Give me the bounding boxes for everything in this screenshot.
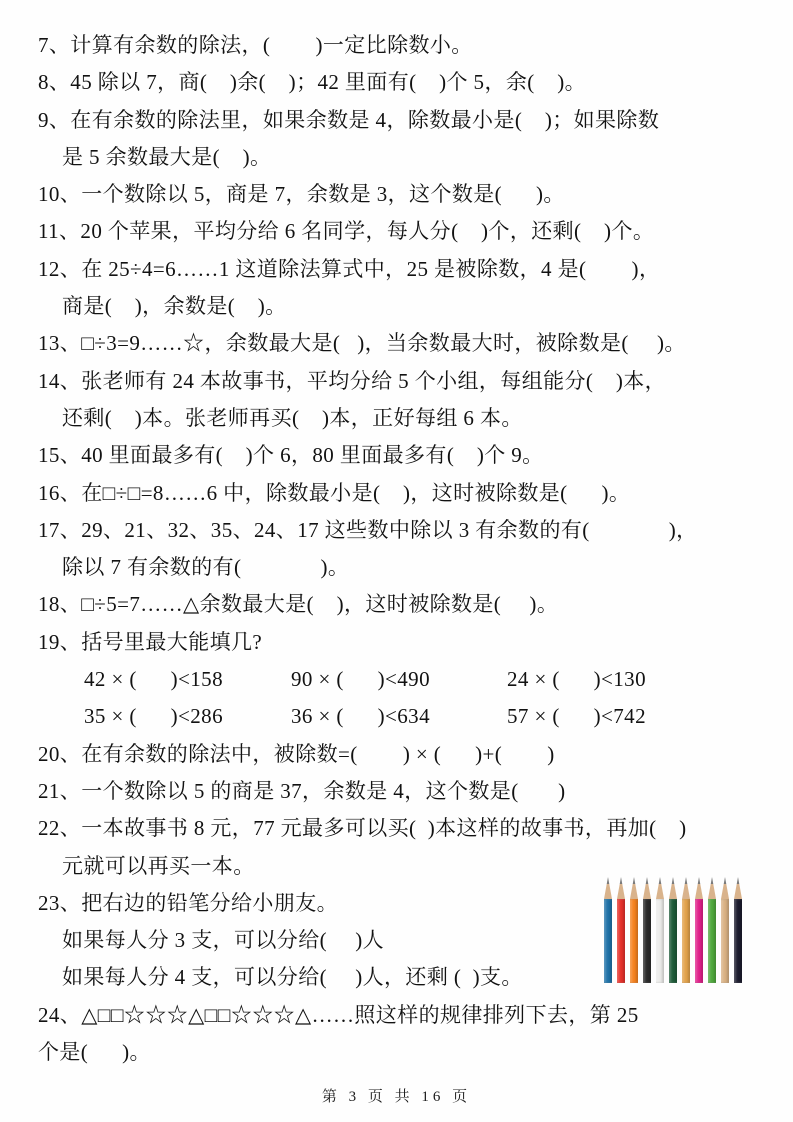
pencil	[721, 877, 729, 983]
worksheet-line: 商是( )，余数是( )。	[62, 294, 287, 319]
worksheet-line: 11、20 个苹果，平均分给 6 名同学，每人分( )个，还剩( )个。	[38, 219, 655, 244]
pencil	[669, 877, 677, 983]
pencil-body	[604, 899, 612, 983]
worksheet-line: 元就可以再买一本。	[62, 853, 255, 878]
worksheet-line: 16、在□÷□=8……6 中，除数最小是( )，这时被除数是( )。	[38, 480, 631, 505]
pencil-body	[734, 899, 742, 983]
multiplication-expression: 36 × ( )<634	[291, 704, 430, 729]
pencil	[734, 877, 742, 983]
pencil	[643, 877, 651, 983]
worksheet-line: 7、计算有余数的除法，( )一定比除数小。	[38, 33, 473, 57]
worksheet-line: 22、一本故事书 8 元，77 元最多可以买( )本这样的故事书，再加( )	[38, 816, 687, 841]
worksheet-line: 8、45 除以 7，商( )余( )；42 里面有( )个 5，余( )。	[38, 70, 587, 95]
pencil-tip	[695, 877, 703, 899]
multiplication-expression: 90 × ( )<490	[291, 667, 430, 692]
pencil	[630, 877, 638, 983]
multiplication-expression: 57 × ( )<742	[507, 704, 646, 729]
worksheet-line: 如果每人分 3 支，可以分给( )人	[62, 928, 385, 953]
pencil-tip	[630, 877, 638, 899]
pencil-body	[695, 899, 703, 983]
worksheet-line: 17、29、21、32、35、24、17 这些数中除以 3 有余数的有( )，	[38, 517, 698, 542]
pencil-body	[669, 899, 677, 983]
fill-max-grid-row	[38, 698, 773, 735]
pencil-tip	[708, 877, 716, 899]
pencil-body	[617, 899, 625, 983]
pencils-image	[604, 877, 742, 983]
pencil-body	[643, 899, 651, 983]
pencil-tip	[721, 877, 729, 899]
pencil-tip	[604, 877, 612, 899]
worksheet-line: 19、括号里最大能填几?	[38, 629, 263, 654]
worksheet-line: 18、□÷5=7……△余数最大是( )，这时被除数是( )。	[38, 592, 559, 617]
worksheet-line: 12、在 25÷4=6……1 这道除法算式中，25 是被除数，4 是( )，	[38, 256, 661, 281]
multiplication-expression: 24 × ( )<130	[507, 667, 646, 692]
page-footer: 第 3 页 共 16 页	[321, 1089, 472, 1105]
worksheet-line: 还剩( )本。张老师再买( )本，正好每组 6 本。	[62, 405, 523, 430]
worksheet-line: 23、把右边的铅笔分给小朋友。	[38, 890, 338, 915]
worksheet-line: 个是( )。	[38, 1040, 151, 1065]
pencil-body	[682, 899, 690, 983]
pencil-tip	[734, 877, 742, 899]
pencil	[604, 877, 612, 983]
pencil	[656, 877, 664, 983]
worksheet-line: 20、在有余数的除法中，被除数=( ) × ( )+( )	[38, 741, 555, 766]
pencil-tip	[617, 877, 625, 899]
pencil-body	[630, 899, 638, 983]
pencil	[617, 877, 625, 983]
pencil	[695, 877, 703, 983]
pencil-tip	[682, 877, 690, 899]
pencil-body	[656, 899, 664, 983]
pencil-tip	[656, 877, 664, 899]
worksheet-line: 15、40 里面最多有( )个 6，80 里面最多有( )个 9。	[38, 443, 544, 468]
fill-max-grid-row	[38, 661, 773, 698]
worksheet-line: 如果每人分 4 支，可以分给( )人，还剩 ( )支。	[62, 965, 523, 990]
multiplication-expression: 42 × ( )<158	[84, 667, 223, 692]
worksheet-line: 13、□÷3=9……☆，余数最大是( )，当余数最大时，被除数是( )。	[38, 331, 686, 356]
pencil	[682, 877, 690, 983]
worksheet-line: 是 5 余数最大是( )。	[62, 144, 272, 169]
pencil	[708, 877, 716, 983]
worksheet-line: 9、在有余数的除法里，如果余数是 4，除数最小是( )；如果除数	[38, 107, 660, 132]
pencil-tip	[669, 877, 677, 899]
worksheet-line: 10、一个数除以 5，商是 7，余数是 3，这个数是( )。	[38, 182, 565, 207]
worksheet-line: 14、张老师有 24 本故事书，平均分给 5 个小组，每组能分( )本，	[38, 368, 667, 393]
worksheet-line: 24、△□□☆☆☆△□□☆☆☆△……照这样的规律排列下去，第 25	[38, 1002, 639, 1027]
multiplication-expression: 35 × ( )<286	[84, 704, 223, 729]
pencil-body	[721, 899, 729, 983]
pencil-tip	[643, 877, 651, 899]
pencil-body	[708, 899, 716, 983]
worksheet-line: 除以 7 有余数的有( )。	[62, 555, 350, 580]
worksheet-line: 21、一个数除以 5 的商是 37，余数是 4，这个数是( )	[38, 778, 566, 803]
